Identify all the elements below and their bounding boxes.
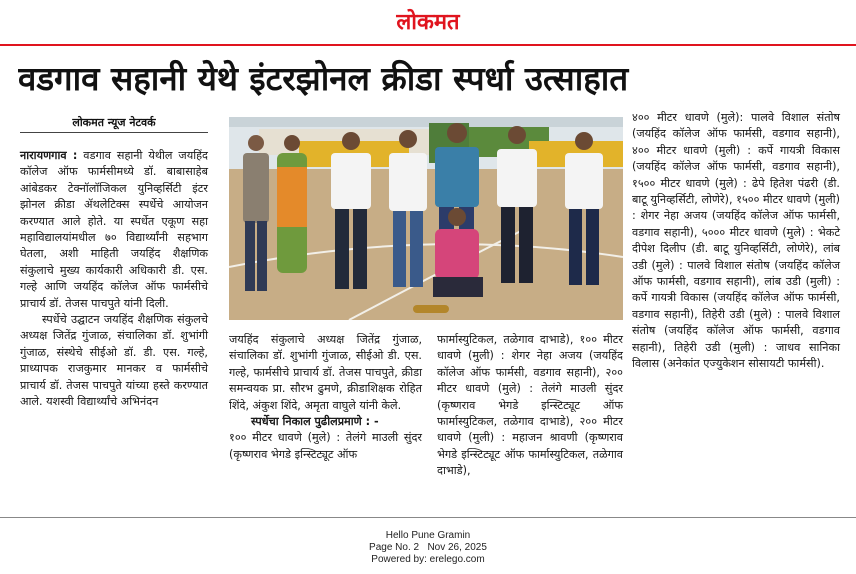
article-column-1 <box>20 148 208 498</box>
results-subheading: स्पर्धेचा निकाल पुढीलप्रमाणे : - <box>251 415 379 429</box>
event-photo[interactable] <box>229 117 623 320</box>
dateline: नारायणगाव : <box>20 149 78 162</box>
edition-name: Hello Pune Gramin <box>385 530 471 541</box>
article-headline: वडगाव सहानी येथे इंटरझोनल क्रीडा स्पर्धा उत्साहात <box>18 59 629 98</box>
masthead-divider <box>0 44 856 46</box>
paragraph-intro: वडगाव सहानी येथील जयहिंद कॉलेज ऑफ फार्मसीमध्ये डॉ. बाबासाहेब आंबेडकर टेक्नॉलॉजिकल युनिव्हर्सिटी इंटर झोनल क्रीडा ॲथलेटिक्स स्पर्धेचे आयोजन करण्यात आले होते. या स्पर्धेत एकूण सहा महाविद्यालयांमधील ७० विद्यार्थ्यांनी सहभाग घेतला, अशी माहिती जयहिंद शैक्षणिक संकुलाचे मुख्य कार्यकारी अधिकारी डी. एस. गल्हे आणि जयहिंद कॉलेज ऑफ फार्मसीचे प्राचार्य डॉ. तेजस पाचपुते यांनी दिली. <box>20 149 208 310</box>
powered-by[interactable]: Powered by: erelego.com <box>371 554 485 565</box>
paragraph-inauguration: स्पर्धेचे उद्घाटन जयहिंद शैक्षणिक संकुलचे अध्यक्ष जितेंद्र गुंजाळ, संचालिका डॉ. शुभांगी गुंजाळ, संस्थेचे सीईओ डॉ. डी. एस. गल्हे, प्राध्यापक राजकुमार मानकर व फार्मसीचे प्राचार्य डॉ. तेजस पाचपुते यांच्या हस्ते करण्यात आले. यशस्वी विद्यार्थ्यांचे अभिनंदन <box>20 313 208 409</box>
masthead <box>0 0 856 40</box>
lokmat-logo[interactable]: लोकमत <box>396 9 460 35</box>
paragraph-results-3: ४०० मीटर धावणे (मुले): पालवे विशाल संतोष (जयहिंद कॉलेज ऑफ फार्मसी, वडगाव सहानी), ४०० मीटर धावणे (मुली) : कर्पे गायत्री विकास (जयहिंद कॉलेज ऑफ फार्मसी, वडगाव सहानी), १५०० मीटर धावणे (मुले) : ढेपे हितेश पंढरी (डी. बाटू युनिव्हर्सिटी, लोणेरे), १५०० मीटर धावणे (मुली) : शेगर नेहा अजय (जयहिंद कॉलेज ऑफ फार्मसी, वडगाव सहानी), ५००० मीटर धावणे (मुले) : भेकटे दीपेश दिलीप (डी. बाटू युनिव्हर्सिटी, लोणेरे), लांब उडी (मुले) : पालवे विशाल संतोष (जयहिंद कॉलेज ऑफ फार्मसी, वडगाव सहानी), लांब उडी (मुली) : कर्पे गायत्री विकास (जयहिंद कॉलेज ऑफ फार्मसी, वडगाव सहानी), तिहेरी उडी (मुले) : पालवे विशाल संतोष (जयहिंद कॉलेज ऑफ फार्मसी, वडगाव सहानी), तिहेरी उडी (मुली) : जाधव सानिका विलास (अनेकांत एज्युकेशन सोसायटी फार्मसी). <box>632 111 840 371</box>
paragraph-results-2: फार्मास्युटिकल, तळेगाव दाभाडे), १०० मीटर धावणे (मुली) : शेगर नेहा अजय (जयहिंद कॉलेज ऑफ फार्मसी, वडगाव सहानी), २०० मीटर धावणे (मुले) : तेलंगे माउली सुंदर (कृष्णराव भेगडे इन्स्टिट्यूट ऑफ फार्मास्युटिकल, तळेगाव दाभाडे), २०० मीटर धावणे (मुली) : महाजन श्रावणी (कृष्णराव भेगडे इन्स्टिट्यूट ऑफ फार्मास्युटिकल, तळेगाव दाभाडे), <box>437 333 623 478</box>
footer-divider <box>0 517 856 518</box>
publish-date: Nov 26, 2025 <box>427 542 487 553</box>
paragraph-results-1: १०० मीटर धावणे (मुले) : तेलंगे माउली सुंदर (कृष्णराव भेगडे इन्स्टिट्यूट ऑफ <box>229 431 422 461</box>
article-column-3 <box>437 332 623 498</box>
article-column-4 <box>632 110 840 500</box>
byline: लोकमत न्यूज नेटवर्क <box>20 114 208 133</box>
page-footer <box>300 530 556 566</box>
page-info <box>300 542 556 554</box>
article-column-2 <box>229 332 422 498</box>
event-photo-graphic <box>229 117 623 320</box>
paragraph-felicitation: जयहिंद संकुलाचे अध्यक्ष जितेंद्र गुंजाळ, संचालिका डॉ. शुभांगी गुंजाळ, सीईओ डी. एस. गल्हे, फार्मसीचे प्राचार्य डॉ. तेजस पाचपुते, क्रीडा समन्वयक प्रा. सौरभ ढुमणे, क्रीडाशिक्षक रोहित शिंदे, अंकुश शिंदे, अमृता वाघुले यांनी केले. <box>229 333 422 412</box>
page-number: Page No. 2 <box>369 542 420 553</box>
